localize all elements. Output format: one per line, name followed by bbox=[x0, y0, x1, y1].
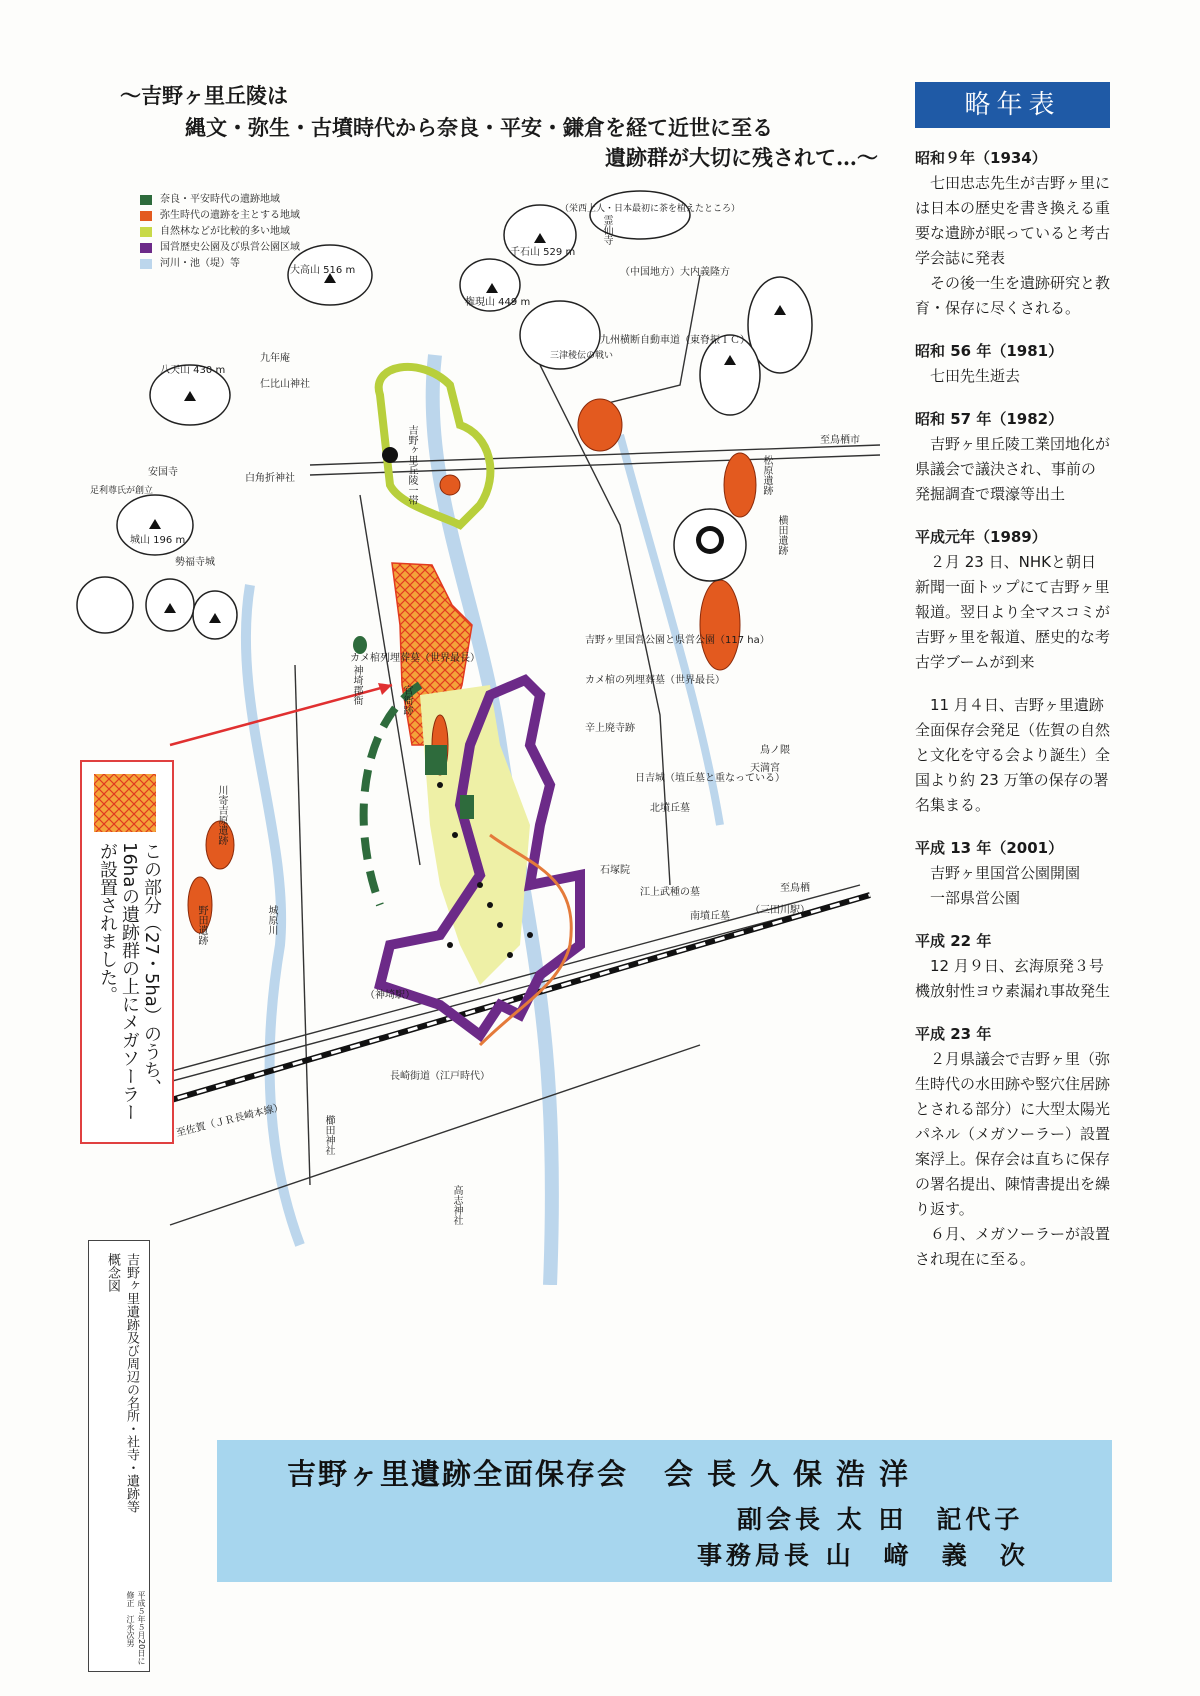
shrine-marker bbox=[696, 526, 724, 554]
label-yoshinogari: 吉野ヶ里丘陵一帯 bbox=[406, 425, 417, 505]
heading-line-2: 縄文・弥生・古墳時代から奈良・平安・鎌倉を経て近世に至る bbox=[185, 115, 773, 140]
label-nagasaki: 長崎街道（江戸時代） bbox=[390, 1071, 490, 1082]
timeline-entry bbox=[915, 339, 1110, 389]
label-senseki: 千石山 529 m bbox=[510, 247, 576, 258]
legend-swatch-0 bbox=[140, 195, 152, 205]
association-banner bbox=[217, 1440, 1112, 1582]
legend-item bbox=[140, 224, 300, 240]
site-map bbox=[60, 185, 900, 1285]
timeline-date: 昭和９年（1934） bbox=[915, 149, 1047, 167]
callout-text: この部分（27・5ha）のうち、16haの遺跡群の上にメガソーラーが設置されました。 bbox=[97, 842, 162, 1122]
label-nihiyama: 仁比山神社 bbox=[260, 379, 310, 390]
legend-label: 弥生時代の遺跡を主とする地域 bbox=[160, 210, 300, 221]
hatch-sample-svg bbox=[94, 774, 156, 832]
label-kosakura: 至鳥栖市 bbox=[820, 435, 860, 446]
legend-swatch-3 bbox=[140, 243, 152, 253]
heading-line-1: ～吉野ヶ里丘陵は bbox=[120, 83, 288, 108]
timeline-date: 平成元年（1989） bbox=[915, 528, 1047, 546]
timeline-text-2: その後一生を遺跡研究と教育・保存に尽くされる。 bbox=[915, 274, 1111, 317]
label-egami: 江上武種の墓 bbox=[640, 887, 700, 898]
map-title-box bbox=[88, 1240, 150, 1672]
timeline-text: 七田忠志先生が吉野ヶ里には日本の歴史を書き換える重要な遺跡が眠っていると考古学会誌に発表 bbox=[915, 174, 1111, 267]
legend-swatch-2 bbox=[140, 227, 152, 237]
timeline-date: 昭和 56 年（1981） bbox=[915, 342, 1064, 360]
timeline-date: 平成 22 年 bbox=[915, 932, 992, 950]
label-sanjo: （三田川駅） bbox=[750, 905, 810, 916]
heading-line-3: 遺跡群が大切に残されて…～ bbox=[605, 145, 878, 170]
secretary-general: 事務局長 山 﨑 義 次 bbox=[697, 1541, 1029, 1570]
label-shiroyama: 城山 196 m bbox=[130, 535, 186, 546]
label-kushida: 櫛田神社 bbox=[323, 1115, 334, 1155]
timeline-text: 12 月９日、玄海原発３号機放射性ヨウ素漏れ事故発生 bbox=[915, 957, 1111, 1000]
label-sanzu: 三津稜伝の戦い bbox=[550, 351, 614, 361]
label-eisai: （栄西上人・日本最初に茶を植えたところ） bbox=[560, 204, 741, 214]
legend-item bbox=[140, 240, 300, 256]
president: 会長久保浩洋 bbox=[664, 1457, 923, 1491]
label-kanzaki: （神埼駅） bbox=[365, 990, 415, 1001]
timeline-entry bbox=[915, 836, 1110, 911]
timeline-entry bbox=[915, 525, 1110, 818]
label-jokaku: 城原川 bbox=[266, 905, 277, 935]
legend-item bbox=[140, 256, 300, 272]
banner-line-1 bbox=[287, 1452, 922, 1493]
label-kanzaki-st: 神埼郡衙 bbox=[351, 665, 362, 705]
timeline-text: 吉野ヶ里国営公園開園 bbox=[930, 864, 1081, 882]
label-gongen: 権現山 449 m bbox=[465, 297, 531, 308]
label-minami: 南墳丘墓 bbox=[690, 911, 730, 922]
map-legend bbox=[140, 192, 300, 272]
legend-label: 自然林などが比較的多い地域 bbox=[160, 226, 290, 237]
timeline-entry bbox=[915, 1022, 1110, 1272]
legend-label: 奈良・平安時代の遺跡地域 bbox=[160, 194, 280, 205]
legend-item bbox=[140, 208, 300, 224]
label-hachitenzan: 八天山 430 m bbox=[160, 365, 226, 376]
map-heading bbox=[120, 80, 900, 170]
timeline-text-2: 一部県営公園 bbox=[930, 889, 1021, 907]
label-karasu: 鳥ノ隈 bbox=[760, 745, 790, 756]
label-seifukuji: 勢福寺城 bbox=[175, 557, 215, 568]
label-tenman: 天満宮 bbox=[750, 763, 780, 774]
label-kitafun: 北墳丘墓 bbox=[650, 803, 690, 814]
label-yokota: 横田遺跡 bbox=[776, 515, 787, 555]
legend-label: 国営歴史公園及び県営公園区域 bbox=[160, 242, 300, 253]
label-kokuei: 吉野ヶ里国営公園と県営公園（117 ha） bbox=[585, 635, 770, 646]
timeline-text: ２月県議会で吉野ヶ里（弥生時代の水田跡や竪穴住居跡とされる部分）に大型太陽光パネル（メガソーラー）設置案浮上。保存会は直ちに保存の署名提出、陳情書提出を繰り返す。 bbox=[915, 1050, 1111, 1218]
label-takashi: 高志神社 bbox=[451, 1185, 462, 1225]
label-hakuhou: 白角折神社 bbox=[245, 473, 295, 484]
label-hiyoshi: 日吉城（埴丘墓と重なっている） bbox=[635, 773, 785, 784]
timeline-text: 七田先生逝去 bbox=[930, 367, 1021, 385]
megasolar-callout bbox=[80, 760, 174, 1144]
timeline-entry bbox=[915, 407, 1110, 507]
label-chugoku: （中国地方）大内義隆方 bbox=[620, 267, 730, 278]
map-title: 吉野ヶ里遺跡及び周辺の名所・社寺・遺跡等概念図 bbox=[105, 1253, 139, 1513]
hatch-sample bbox=[94, 774, 156, 832]
legend-swatch-4 bbox=[140, 259, 152, 269]
label-ankoku: 安国寺 bbox=[148, 467, 178, 478]
timeline-entry bbox=[915, 929, 1110, 1004]
label-tsujiue: 辛上廃寺跡 bbox=[585, 723, 635, 734]
legend-label: 河川・池（堤）等 bbox=[160, 258, 240, 269]
vice-president: 副会長 太 田 記代子 bbox=[737, 1505, 1024, 1534]
label-kyu: 九年庵 bbox=[260, 353, 290, 364]
timeline-text-2: ６月、メガソーラーが設置され現在に至る。 bbox=[915, 1225, 1111, 1268]
label-kanjo: 官衙跡 bbox=[401, 685, 412, 715]
label-kanzaki-sta: 至鳥栖 bbox=[780, 883, 810, 894]
label-ishizuka: 石塚院 bbox=[600, 865, 630, 876]
label-matsumoto: 松原遺跡 bbox=[761, 455, 772, 495]
label-ashikaga: 足利尊氏が創立 bbox=[90, 486, 154, 496]
label-kawayori: 川寄吉原遺跡 bbox=[216, 785, 227, 845]
label-kyushu: 九州横断自動車道（東脊振ＩＣ） bbox=[600, 335, 750, 346]
timeline-date: 平成 13 年（2001） bbox=[915, 839, 1064, 857]
timeline-text: 吉野ヶ里丘陵工業団地化が県議会で議決され、事前の発掘調査で環濠等出土 bbox=[915, 435, 1111, 503]
map-note: 平成５年５月20日に修正 江永次男 bbox=[126, 1591, 146, 1666]
timeline-title: 略年表 bbox=[915, 82, 1110, 128]
timeline-date: 昭和 57 年（1982） bbox=[915, 410, 1064, 428]
label-jr: 至佐賀（ＪＲ長崎本線） bbox=[175, 1101, 285, 1140]
label-omura: 大高山 516 m bbox=[290, 265, 356, 276]
timeline-text: ２月 23 日、NHKと朝日新聞一面トップにて吉野ヶ里報道。翌日より全マスコミが吉野ヶ里を報道、歴史的な考古学ブームが到来 bbox=[915, 553, 1111, 671]
timeline-date: 平成 23 年 bbox=[915, 1025, 992, 1043]
timeline-entry bbox=[915, 146, 1110, 321]
label-reisen: 霊仙寺 bbox=[601, 215, 612, 245]
association-name: 吉野ヶ里遺跡全面保存会 bbox=[287, 1457, 629, 1491]
timeline bbox=[915, 146, 1110, 1290]
map-canvas bbox=[60, 185, 900, 1285]
legend-item bbox=[140, 192, 300, 208]
legend-swatch-1 bbox=[140, 211, 152, 221]
label-nodaiseki: 野田遺跡 bbox=[196, 905, 207, 945]
label-kame: カメ棺列埋葬墓（世界最長） bbox=[350, 653, 480, 664]
timeline-text-2: 11 月４日、吉野ヶ里遺跡全面保存会発足（佐賀の自然と文化を守る会より誕生）全国より約 23 万筆の保存の署名集まる。 bbox=[915, 696, 1111, 814]
label-kame2: カメ棺の列埋葬墓（世界最長） bbox=[585, 675, 725, 686]
